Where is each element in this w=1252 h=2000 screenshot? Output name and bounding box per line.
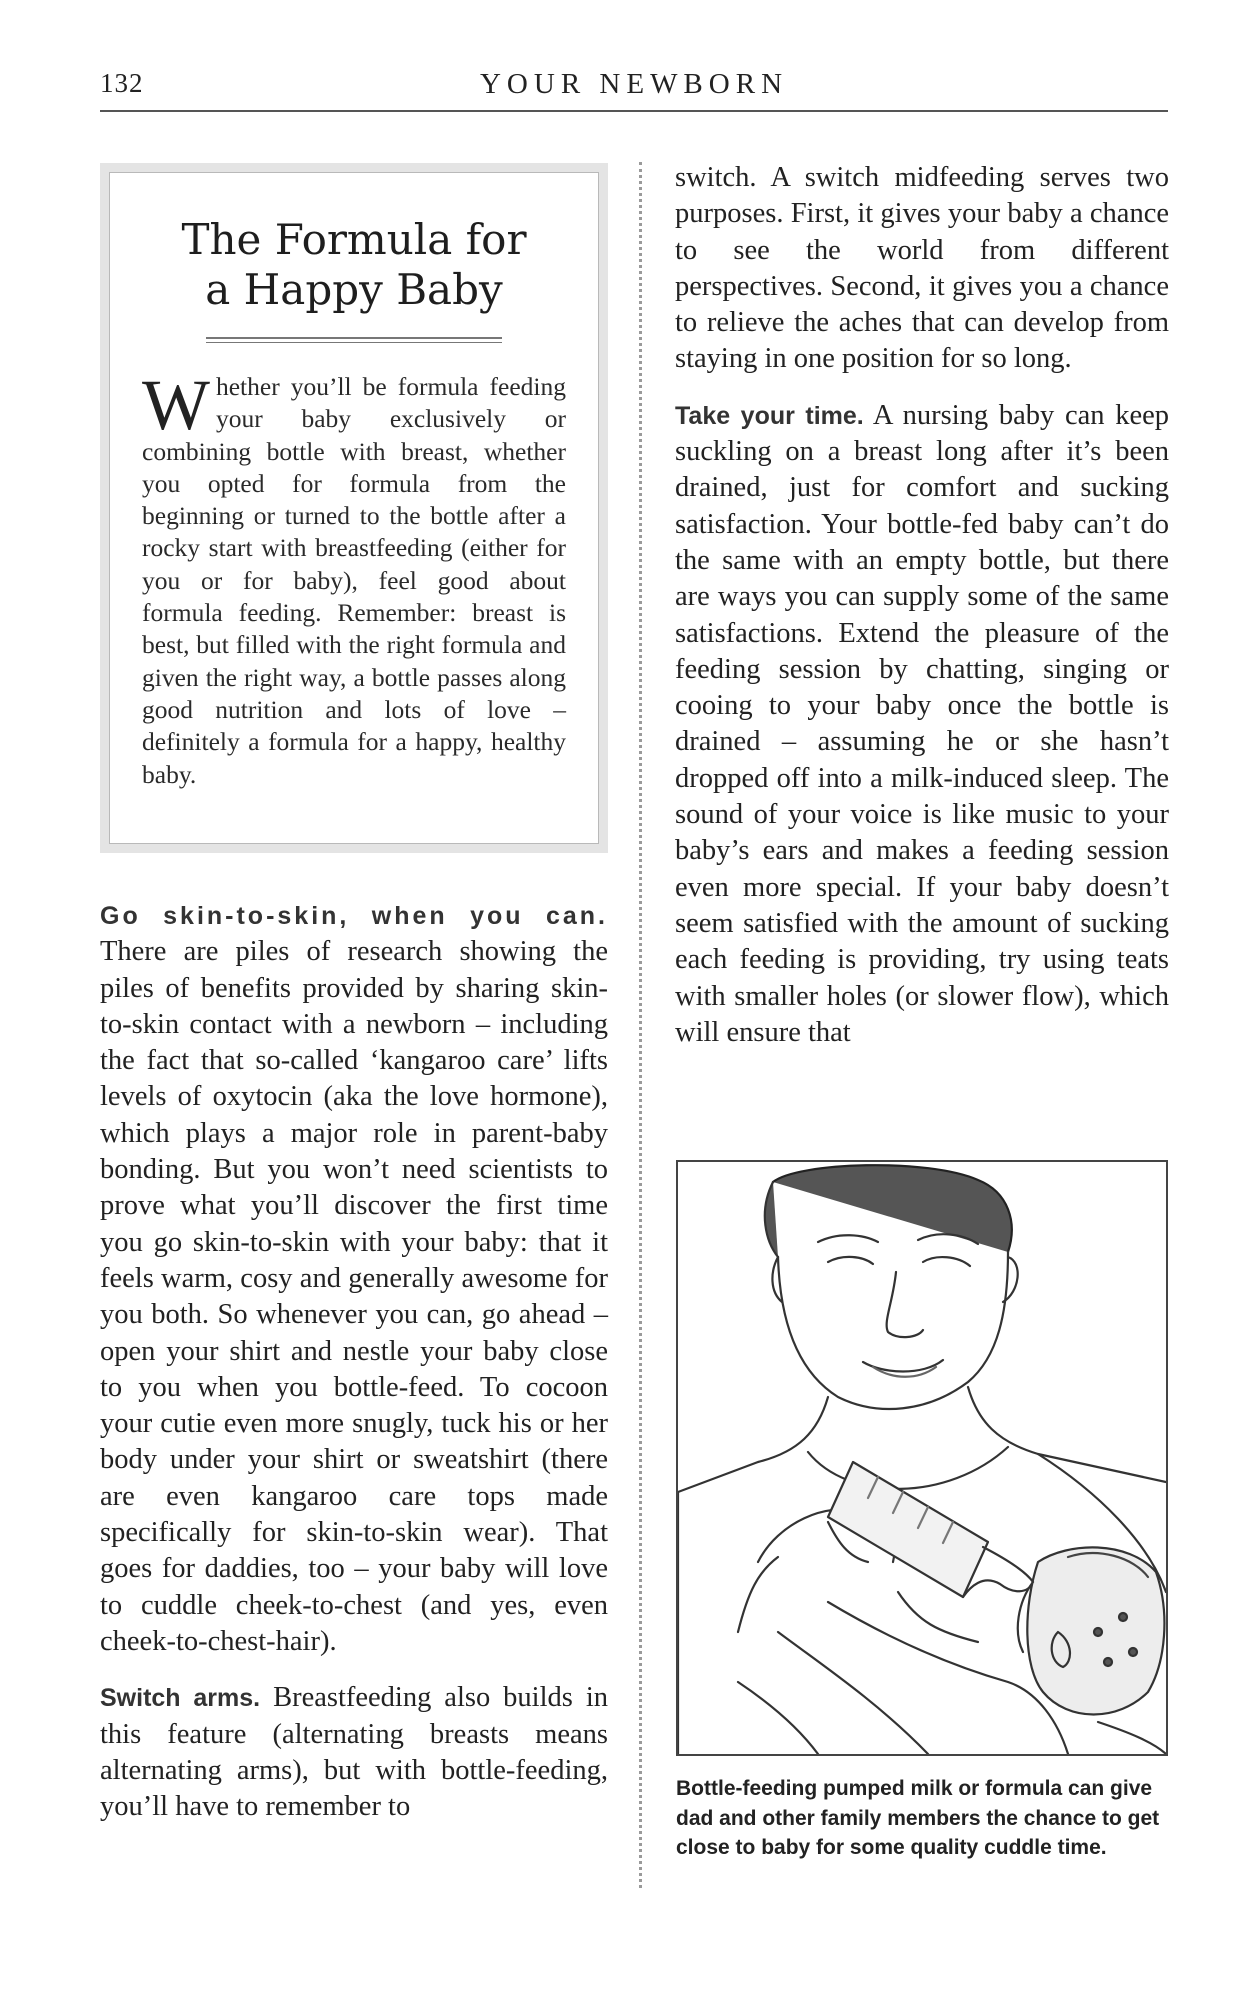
- running-title: YOUR NEWBORN: [479, 68, 789, 100]
- text-switch-arms: Breastfeeding also builds in this feature (alternating breasts means alternating arms), but with bottle-feeding, you’ll have to remember to: [100, 1682, 608, 1823]
- left-column: [100, 898, 608, 1845]
- illustration-drawing: [678, 1162, 1166, 1754]
- column-divider: [639, 162, 642, 1888]
- sidebar-title-line-1: The Formula for: [181, 215, 527, 264]
- sidebar-body: [142, 365, 566, 791]
- page-header: [100, 68, 1168, 112]
- page-number: 132: [100, 68, 144, 98]
- title-double-rule: [206, 337, 502, 343]
- paragraph-skin-to-skin: [100, 898, 608, 1660]
- sidebar-body-text: hether you’ll be formula feeding your baby exclusively or combining bottle with breast, whether you opted for formula from the beginning or turned to the bottle after a rocky start with breastfeeding (either for you or for baby), feel good about formula feeding. Remember: breast is best, but filled with the right formula and given the right way, a bottle passes along good nutrition and lots of love – definitely a formula for a happy, healthy baby.: [142, 372, 566, 789]
- figure-caption: Bottle-feeding pumped milk or formula can give dad and other family members the chance to get close to baby for some quality cuddle time.: [676, 1777, 1160, 1859]
- bottle-feeding-illustration: [676, 1160, 1168, 1756]
- paragraph-take-your-time: [675, 398, 1169, 1051]
- heading-switch-arms: Switch arms.: [100, 1684, 261, 1713]
- paragraph-switch-continued: [675, 160, 1169, 378]
- text-skin-to-skin: There are piles of research showing the piles of benefits provided by sharing skin-to-skin contact with a newborn – including the fact that so-called ‘kangaroo care’ lifts levels of oxytocin (aka the love hormone), which plays a major role in parent-baby bonding. But you won’t need scientists to prove what you’ll discover the first time you go skin-to-skin with your baby: that it feels warm, cosy and generally awesome for you both. So whenever you can, go ahead – open your shirt and nestle your baby close to you when you bottle-feed. To cocoon your cutie even more snugly, tuck his or her body under your shirt or sweatshirt (there are even kangaroo care tops made specifically for skin-to-skin wear). That goes for daddies, too – your baby will love to cuddle cheek-to-chest (and yes, even cheek-to-chest-hair).: [100, 936, 608, 1657]
- sidebar-title: [142, 215, 566, 315]
- heading-skin-to-skin: Go skin-to-skin, when you can.: [100, 902, 608, 930]
- text-take-your-time: A nursing baby can keep suckling on a breast long after it’s been drained, just for comfort and sucking satisfaction. Your bottle-fed baby can’t do the same with an empty bottle, but there are ways you can supply some of the same satisfactions. Extend the pleasure of the feeding session by chatting, singing or cooing to your baby once the bottle is drained – assuming he or she hasn’t dropped off into a milk-induced sleep. The sound of your voice is like music to your baby’s ears and makes a feeding session even more special. If your baby doesn’t seem satisfied with the amount of sucking each feeding is providing, try using teats with smaller holes (or slower flow), which will ensure that: [675, 399, 1170, 1048]
- heading-take-your-time: Take your time.: [675, 401, 864, 430]
- text-switch-continued: switch. A switch midfeeding serves two purposes. First, it gives your baby a chance to see the world from different perspectives. Second, it gives you a chance to relieve the aches that can develop from staying in one position for so long.: [675, 162, 1169, 375]
- paragraph-switch-arms: [100, 1680, 608, 1825]
- right-column: [675, 160, 1169, 1071]
- sidebar-box: [100, 163, 608, 853]
- drop-cap: W: [142, 365, 210, 445]
- sidebar-title-line-2: a Happy Baby: [205, 265, 503, 314]
